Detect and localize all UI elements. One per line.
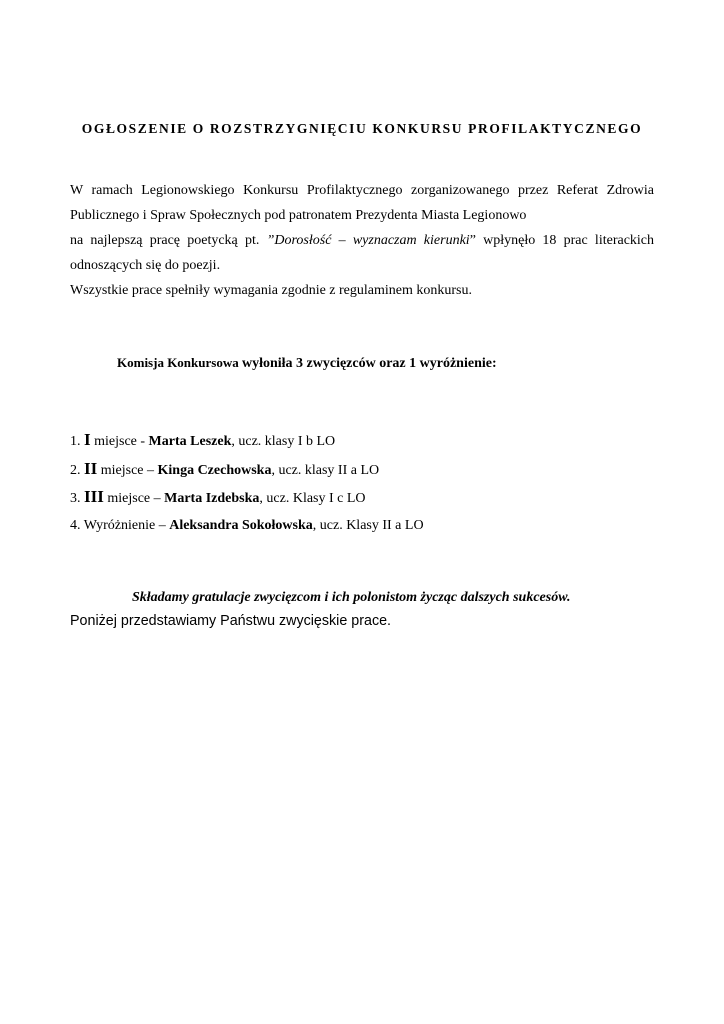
work-title: ”Dorosłość – wyznaczam kierunki — [266, 233, 470, 248]
winner-place: III — [84, 487, 104, 506]
winner-place-text: miejsce – — [103, 491, 165, 506]
list-item — [70, 483, 654, 512]
below-text: Poniżej przedstawiamy Państwu zwycięskie prace. — [70, 613, 392, 629]
winner-place: II — [84, 458, 98, 478]
winner-name: Marta Izdebska — [164, 491, 260, 506]
list-item — [70, 455, 654, 484]
winner-place-text: Wyróżnienie – — [83, 517, 170, 533]
winner-number: 2. — [70, 462, 84, 478]
winner-name: Aleksandra Sokołowska — [169, 517, 313, 533]
list-item — [70, 512, 654, 541]
winner-number: 1. — [70, 434, 84, 449]
winner-number: 4. — [70, 517, 84, 533]
congratulations-text: Składamy gratulacje zwycięzcom i ich polonistom życząc dalszych sukcesów. — [132, 590, 571, 605]
intro-line-3 — [70, 228, 654, 253]
winner-place: I — [84, 430, 91, 449]
commission-statement — [117, 355, 497, 372]
winners-list — [70, 426, 654, 540]
intro-line-5: Wszystkie prace spełniły wymagania zgodnie z regulaminem konkursu. — [70, 283, 472, 298]
document-title: OGŁOSZENIE O ROZSTRZYGNIĘCIU KONKURSU PROFILAKTYCZNEGO — [81, 121, 643, 136]
winner-name: Marta Leszek — [148, 434, 232, 449]
intro-paragraph — [70, 178, 654, 303]
intro-line-2: Publicznego i Spraw Społecznych pod patronatem Prezydenta Miasta Legionowo — [70, 208, 527, 223]
winner-number: 3. — [70, 491, 84, 506]
list-item — [70, 426, 654, 455]
intro-line-3-suffix: ” wpłynęło 18 prac literackich — [469, 233, 655, 248]
commission-part-2: wyłoniła 3 zwycięzców oraz 1 wyróżnienie: — [241, 356, 497, 371]
commission-part-1: Komisja Konkursowa — [117, 355, 242, 370]
winner-place-text: miejsce – — [97, 462, 158, 478]
winner-class: , ucz. Klasy II a LO — [312, 517, 424, 533]
winner-name: Kinga Czechowska — [157, 462, 272, 478]
winner-class: , ucz. klasy I b LO — [231, 434, 336, 449]
intro-line-4: odnoszących się do poezji. — [70, 258, 221, 273]
winner-place-text: miejsce - — [90, 434, 149, 449]
winner-class: , ucz. klasy II a LO — [271, 462, 380, 478]
intro-line-3-prefix: na najlepszą pracę poetycką pt. — [70, 233, 267, 248]
intro-line-1: W ramach Legionowskiego Konkursu Profilaktycznego zorganizowanego przez Referat Zdrowia — [70, 183, 654, 198]
winner-class: , ucz. Klasy I c LO — [259, 491, 366, 506]
